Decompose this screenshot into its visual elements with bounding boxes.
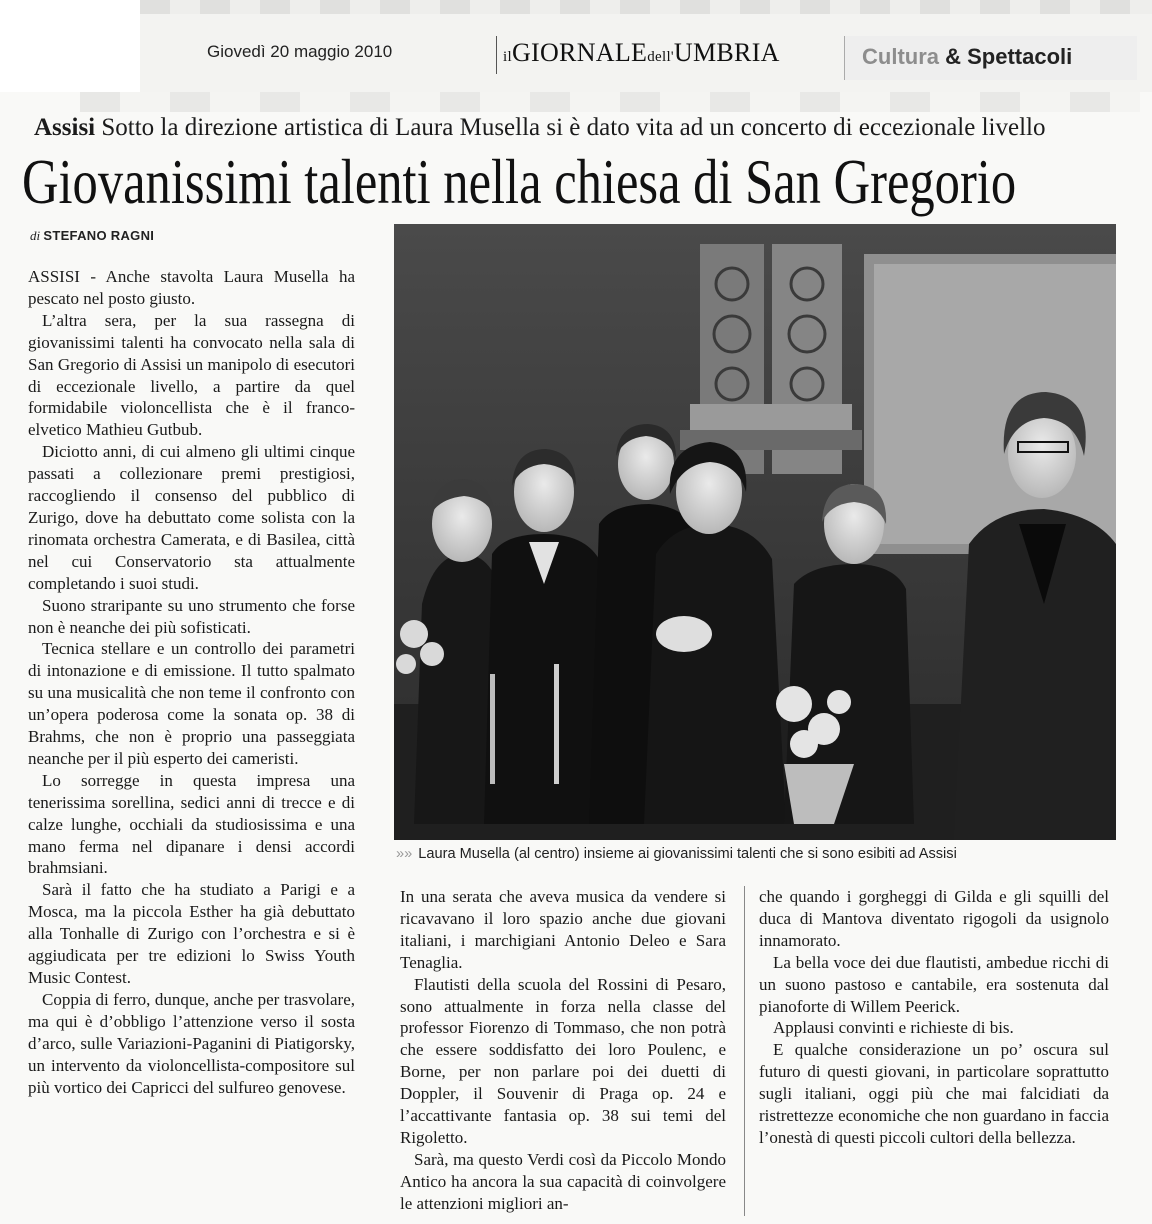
paragraph: Flautisti della scuola del Rossini di Pesaro, sono attualmente in forza nella classe del professor Fiorenzo di Tommaso, che non potrà che essere soddisfatto dei loro Poulenc, e Borne, per non parlare poi dei duetti di Doppler, il Souvenir di Praga op. 24 e l’accattivante fantasia op. 38 sui temi del Rigoletto. [400, 974, 726, 1147]
paragraph: ASSISI - Anche stavolta Laura Musella ha pescato nel posto giusto. [28, 267, 355, 308]
logo-end: UMBRIA [673, 38, 780, 67]
newspaper-logo [503, 38, 780, 68]
logo-mid: dell' [647, 49, 674, 65]
paragraph: Sarà il fatto che ha studiato a Parigi e a Mosca, ma la piccola Esther ha già debuttato alla Tonhalle di Zurigo con l’orchestra e si è aggiudicata per tre edizioni lo Swiss Youth Music Contest. [28, 880, 355, 987]
logo-main: GIORNALE [511, 38, 648, 67]
double-arrow-icon: »» [396, 846, 413, 862]
photo-caption [396, 846, 957, 862]
paragraph: L’altra sera, per la sua rassegna di giovanissimi talenti ha convocato nella sala di San Gregorio di Assisi un manipolo di esecutori di eccezionale livello, a partire da quel formidabile violoncellista che è il franco-elvetico Mathieu Gutbub. [28, 310, 355, 440]
section-title-part1: Cultura [862, 44, 939, 69]
column-divider [744, 886, 745, 1216]
caption-text: Laura Musella (al centro) insieme ai giovanissimi talenti che si sono esibiti ad Assisi [418, 846, 957, 862]
paragraph: Applausi convinti e richieste di bis. [773, 1018, 1014, 1038]
bleed-through-text [140, 0, 1152, 14]
paragraph: che quando i gorgheggi di Gilda e gli squilli del duca di Mantova diventato rigogoli da usignolo innamorato. [759, 887, 1109, 950]
byline-prefix: di [30, 228, 41, 243]
headline: Giovanissimi talenti nella chiesa di San Gregorio [22, 146, 1017, 217]
paragraph: Tecnica stellare e un controllo dei parametri di intonazione e di emissione. Il tutto spalmato su una musicalità che non teme il confronto con un’opera poderosa come la sonata op. 38 di Brahms, che non è proprio una passeggiata neanche per il più esperto dei cameristi. [28, 639, 355, 768]
paragraph: La bella voce dei due flautisti, ambedue ricchi di un suono pastoso e cantabile, era sostenuta dal pianoforte di Willem Peerick. [759, 952, 1109, 1016]
paragraph: Lo sorregge in questa impresa una tenerissima sorellina, sedici anni di trecce e di calze lunghe, occhiali da studiosissima e una mano ferma nel dipanare i densi accordi brahmsiani. [28, 770, 355, 878]
paragraph: In una serata che aveva musica da vendere si ricavavano il loro spazio anche due giovani italiani, i marchigiani Antonio Deleo e Sara Tenaglia. [400, 887, 726, 972]
section-title-part2: & Spettacoli [945, 44, 1073, 69]
kicker [34, 114, 1134, 142]
byline-author: STEFANO RAGNI [43, 228, 155, 243]
concert-photo [394, 224, 1116, 840]
article-column-2 [400, 886, 726, 1215]
bleed-through-text [80, 92, 1140, 112]
logo-prefix: il [503, 49, 512, 65]
article-column-1 [28, 266, 355, 1098]
kicker-text: Sotto la direzione artistica di Laura Musella si è dato vita ad un concerto di eccezionale livello [101, 114, 1046, 141]
byline [30, 228, 154, 244]
photo-illustration [394, 224, 1116, 840]
paragraph: Coppia di ferro, dunque, anche per trasvolare, ma qui è d’obbligo l’attenzione verso il sosta d’arco, sulle Variazioni-Paganini di Piatigorsky, un intervento da violoncellista-compositore sul più vortico dei Capricci del sulfureo genovese. [28, 989, 355, 1097]
paragraph: E qualche considerazione un po’ oscura sul futuro di questi giovani, in particolare soprattutto sugli italiani, oggi più che mai falcidiati da ristrettezze economiche che non guardano in faccia l’onestà di questi piccoli cultori della bellezza. [759, 1040, 1109, 1147]
kicker-place: Assisi [34, 114, 96, 141]
masthead-divider [496, 36, 497, 74]
paragraph: Diciotto anni, di cui almeno gli ultimi cinque passati a collezionare premi prestigiosi, raccogliendo il consenso del pubblico di Zurigo, dove ha debuttato come solista con la rinomata orchestra Camerata, e di Basilea, città nel cui Conservatorio sta attualmente completando i suoi studi. [28, 442, 355, 593]
paragraph: Suono straripante su uno strumento che forse non è neanche dei più sofisticati. [28, 595, 355, 637]
paragraph: Sarà, ma questo Verdi così da Piccolo Mondo Antico ha ancora la sua capacità di coinvolgere le attenzioni migliori an- [400, 1149, 726, 1213]
section-title [862, 44, 1072, 70]
issue-date: Giovedì 20 maggio 2010 [207, 42, 393, 61]
article-column-3 [759, 886, 1109, 1149]
